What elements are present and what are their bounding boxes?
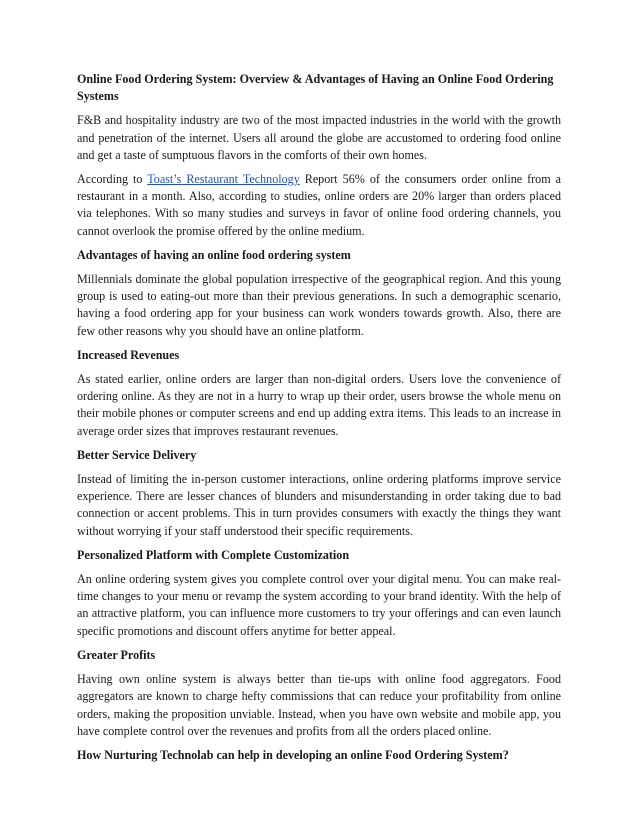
profits-heading: Greater Profits bbox=[77, 647, 156, 662]
stats-paragraph bbox=[77, 171, 561, 240]
stats-text-after: Report 56% of the consumers order online from a restaurant in a month. Also, according to studies, online orders are 20% larger than orders placed via telephones. With so many studies and surveys in favor of online food ordering channels, you cannot overlook the promise offered by the online medium. bbox=[77, 172, 561, 238]
service-paragraph: Instead of limiting the in-person customer interactions, online ordering platforms improve service experience. There are lesser chances of blunders and misunderstanding in order taking due to bad connection or accent problems. This in turn provides consumers with exactly the things they want without worrying if your staff understood their specific requirements. bbox=[77, 472, 561, 538]
document-page bbox=[77, 71, 561, 771]
personalized-heading: Personalized Platform with Complete Customization bbox=[77, 547, 350, 562]
revenues-paragraph: As stated earlier, online orders are larger than non-digital orders. Users love the convenience of ordering online. As they are not in a hurry to wrap up their order, users browse the whole menu on their mobile phones or computer screens and end up adding extra items. This leads to an increase in average order sizes that improves restaurant revenues. bbox=[77, 372, 561, 438]
advantages-heading: Advantages of having an online food ordering system bbox=[77, 247, 351, 262]
advantages-paragraph: Millennials dominate the global population irrespective of the geographical region. And this young group is used to eating-out more than their previous generations. In such a demographic scenario, having a food ordering app for your business can work wonders towards growth. Also, there are few other reasons why you should have an online platform. bbox=[77, 272, 561, 338]
service-heading: Better Service Delivery bbox=[77, 447, 197, 462]
toast-report-link[interactable]: Toast’s Restaurant Technology bbox=[147, 172, 300, 187]
document-title: Online Food Ordering System: Overview & Advantages of Having an Online Food Ordering Systems bbox=[77, 72, 554, 104]
stats-text-before: According to bbox=[77, 172, 148, 187]
personalized-paragraph: An online ordering system gives you complete control over your digital menu. You can make real-time changes to your menu or revamp the system according to your brand identity. With the help of an attractive platform, you can influence more customers to try your offerings and can even launch specific promotions and discount offers anytime for better appeal. bbox=[77, 572, 561, 638]
revenues-heading: Increased Revenues bbox=[77, 347, 180, 362]
closing-heading: How Nurturing Technolab can help in developing an online Food Ordering System? bbox=[77, 747, 509, 762]
profits-paragraph: Having own online system is always better than tie-ups with online food aggregators. Food aggregators are known to charge hefty commissions that can reduce your profitability from online orders, making the proposition unviable. Instead, when you have own website and mobile app, you have complete control over the revenues and profits from all the orders placed online. bbox=[77, 672, 561, 738]
intro-paragraph: F&B and hospitality industry are two of the most impacted industries in the world with the growth and penetration of the internet. Users all around the globe are accustomed to ordering food online and get a taste of sumptuous flavors in the comforts of their own homes. bbox=[77, 113, 561, 162]
